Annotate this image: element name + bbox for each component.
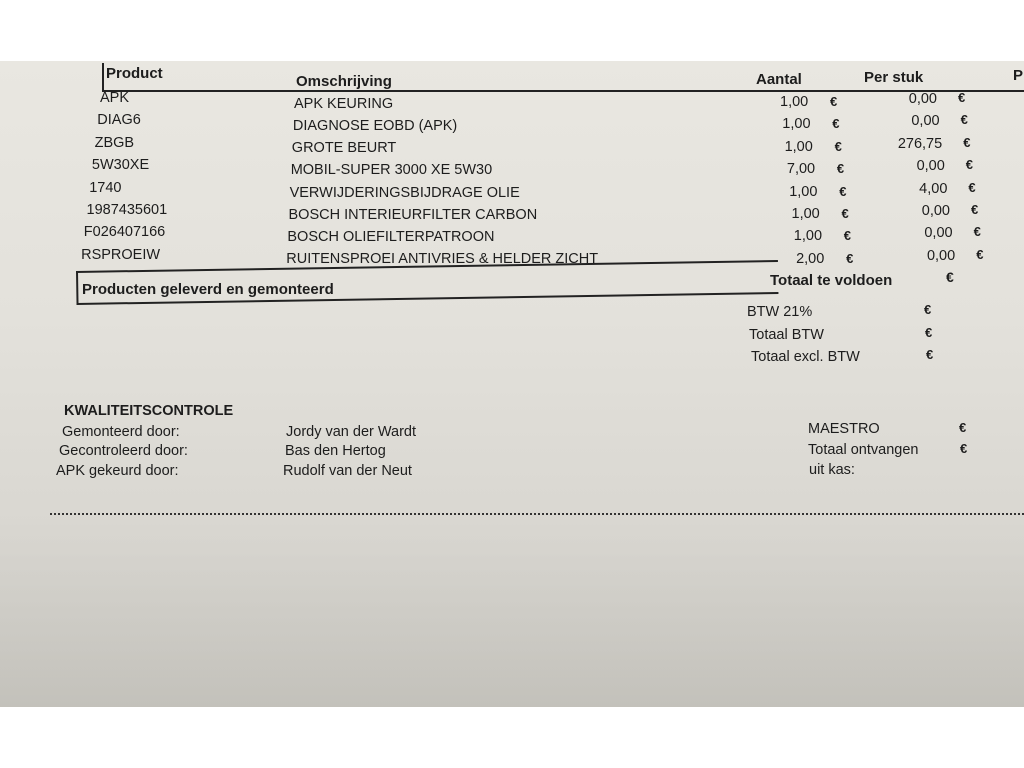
row-quantity: 1,00 xyxy=(782,116,811,133)
row-description: DIAGNOSE EOBD (APK) xyxy=(292,118,458,135)
row-qty-euro: € xyxy=(843,228,852,244)
header-description: Omschrijving xyxy=(296,73,392,90)
mounted-by-name: Jordy van der Wardt xyxy=(286,424,417,440)
row-code: 5W30XE xyxy=(91,157,150,174)
header-product: Product xyxy=(106,65,163,82)
receipt-photo xyxy=(0,61,1024,707)
btw-label: BTW 21% xyxy=(747,304,813,320)
row-quantity: 1,00 xyxy=(789,183,818,200)
row-price: 0,00 xyxy=(911,113,940,130)
row-quantity: 2,00 xyxy=(796,250,825,267)
from-register-label: uit kas: xyxy=(809,462,855,478)
row-price-euro: € xyxy=(960,112,968,128)
row-quantity: 1,00 xyxy=(780,94,809,110)
row-price: 0,00 xyxy=(926,247,956,264)
row-price: 0,00 xyxy=(908,91,937,107)
row-description: RUITENSPROEI ANTIVRIES & HELDER ZICHT xyxy=(286,251,599,268)
table-row xyxy=(0,180,1024,200)
total-excl-btw-label: Totaal excl. BTW xyxy=(751,349,860,365)
row-price-euro: € xyxy=(968,179,976,195)
row-description: VERWIJDERINGSBIJDRAGE OLIE xyxy=(289,184,520,201)
total-btw-label: Totaal BTW xyxy=(749,327,824,343)
row-code: APK xyxy=(100,90,130,106)
row-price: 276,75 xyxy=(897,135,943,152)
row-quantity: 1,00 xyxy=(791,206,820,222)
row-description: BOSCH INTERIEURFILTER CARBON xyxy=(288,206,538,223)
quality-control-title: KWALITEITSCONTROLE xyxy=(64,403,234,419)
btw-euro: € xyxy=(924,302,932,317)
row-quantity: 1,00 xyxy=(793,228,823,245)
row-quantity: 1,00 xyxy=(784,138,813,155)
dotted-separator xyxy=(50,513,1024,515)
table-row xyxy=(0,90,1024,110)
table-row xyxy=(0,112,1024,135)
row-price-euro: € xyxy=(971,202,979,217)
row-code: RSPROEIW xyxy=(81,246,161,263)
row-price: 0,00 xyxy=(924,225,953,242)
row-price: 0,00 xyxy=(921,203,950,219)
row-description: APK KEURING xyxy=(294,96,394,112)
row-qty-euro: € xyxy=(836,161,845,177)
row-price-euro: € xyxy=(963,134,971,150)
row-price-euro: € xyxy=(958,90,966,105)
received-euro: € xyxy=(960,441,968,456)
row-qty-euro: € xyxy=(841,206,849,221)
row-code: F026407166 xyxy=(83,224,166,241)
total-due-label: Totaal te voldoen xyxy=(770,272,893,289)
row-price-euro: € xyxy=(973,224,981,240)
row-code: ZBGB xyxy=(94,134,135,151)
table-row xyxy=(0,224,1024,244)
row-code: 1740 xyxy=(89,179,122,196)
row-description: GROTE BEURT xyxy=(291,140,397,157)
mounted-by-label: Gemonteerd door: xyxy=(62,424,180,440)
row-price-euro: € xyxy=(965,157,974,173)
row-price-euro: € xyxy=(976,246,984,262)
table-row xyxy=(0,135,1024,155)
apk-by-label: APK gekeurd door: xyxy=(56,463,179,479)
row-qty-euro: € xyxy=(846,250,854,266)
apk-by-name: Rudolf van der Neut xyxy=(283,463,412,479)
row-qty-euro: € xyxy=(830,94,838,109)
row-qty-euro: € xyxy=(832,116,840,132)
row-code: 1987435601 xyxy=(86,202,168,218)
table-row xyxy=(0,202,1024,222)
row-price: 4,00 xyxy=(919,180,948,197)
row-qty-euro: € xyxy=(839,183,847,199)
checked-by-label: Gecontroleerd door: xyxy=(59,443,188,459)
row-qty-euro: € xyxy=(834,138,842,154)
payment-method: MAESTRO xyxy=(808,421,880,437)
delivered-label: Producten geleverd en gemonteerd xyxy=(82,281,334,298)
maestro-euro: € xyxy=(959,420,967,435)
total-due-euro: € xyxy=(946,269,954,285)
checked-by-name: Bas den Hertog xyxy=(285,443,386,459)
table-row xyxy=(0,157,1024,177)
row-description: BOSCH OLIEFILTERPATROON xyxy=(287,228,495,245)
row-description: MOBIL-SUPER 3000 XE 5W30 xyxy=(290,162,493,179)
header-partial: P xyxy=(1013,67,1024,84)
header-quantity: Aantal xyxy=(756,71,802,88)
total-btw-euro: € xyxy=(925,325,933,340)
row-price: 0,00 xyxy=(916,158,945,175)
header-unit-price: Per stuk xyxy=(864,69,924,86)
total-received-label: Totaal ontvangen xyxy=(808,442,919,458)
row-code: DIAG6 xyxy=(97,112,141,129)
row-quantity: 7,00 xyxy=(786,161,816,178)
total-excl-euro: € xyxy=(926,347,934,362)
